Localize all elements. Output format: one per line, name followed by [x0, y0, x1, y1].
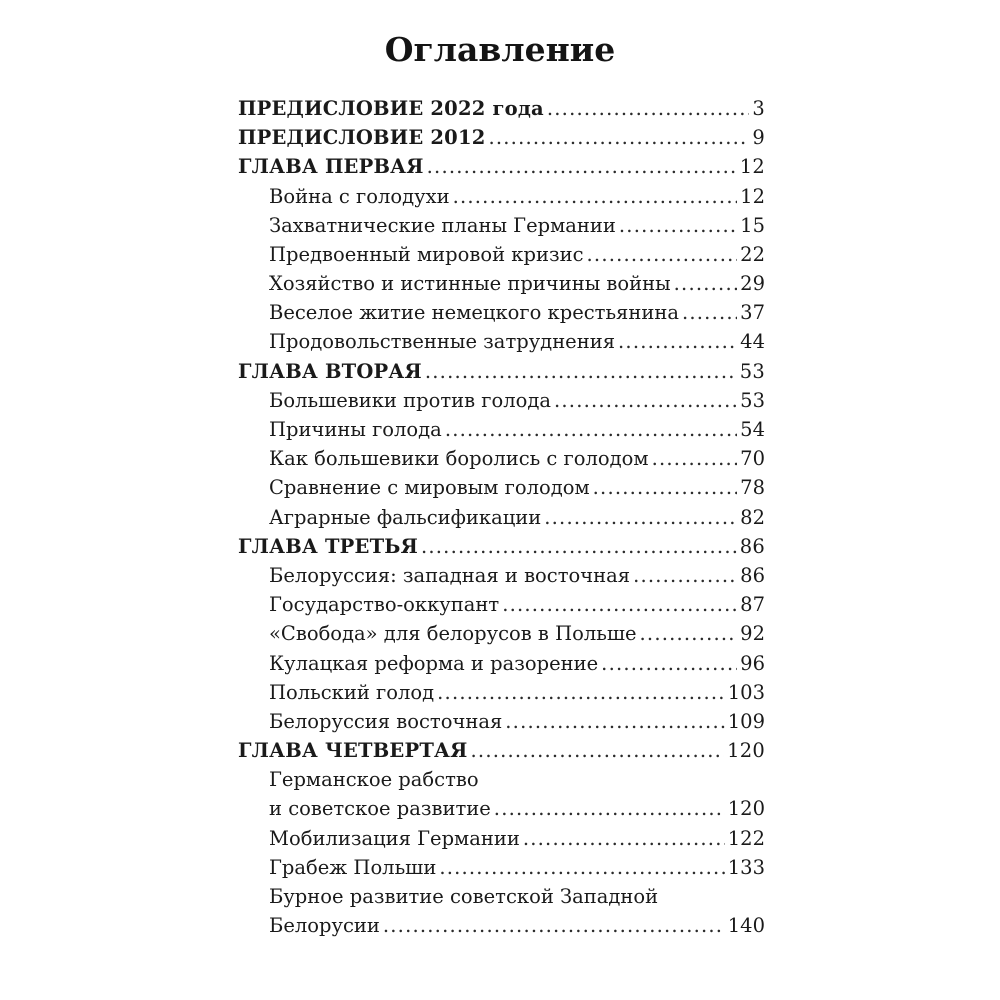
toc-page-number: 70 [740, 447, 765, 471]
toc-section-entry[interactable] [238, 473, 765, 502]
toc-section-entry[interactable] [238, 795, 765, 824]
dot-leader [633, 561, 737, 590]
toc-section-entry[interactable] [238, 328, 765, 357]
toc-entry-label: и советское развитие [269, 797, 491, 821]
toc-section-entry[interactable] [238, 853, 765, 882]
toc-chapter-entry[interactable] [238, 532, 765, 561]
toc-page-number: 109 [727, 709, 765, 733]
toc-entry-label: Как большевики боролись с голодом [269, 447, 649, 471]
dot-leader [453, 182, 738, 211]
dot-leader [554, 386, 737, 415]
toc-page-number: 22 [740, 242, 765, 266]
toc-entry-label: ГЛАВА ТРЕТЬЯ [238, 534, 418, 558]
toc-entry-label: Германское рабство [269, 768, 479, 792]
toc-page-number: 53 [739, 359, 765, 383]
toc-entry-label: Белорусии [269, 914, 380, 938]
toc-entry-label: ПРЕДИСЛОВИЕ 2022 года [238, 96, 544, 120]
toc-chapter-entry[interactable] [238, 152, 765, 181]
toc-section-entry[interactable] [238, 211, 765, 240]
toc-entry-label: Мобилизация Германии [269, 826, 520, 850]
toc-entry-label: ГЛАВА ЧЕТВЕРТАЯ [238, 739, 468, 763]
dot-leader [425, 357, 737, 386]
toc-entry-label: ГЛАВА ВТОРАЯ [238, 359, 422, 383]
toc-section-entry[interactable] [238, 765, 765, 794]
toc-page-number: 120 [727, 739, 765, 763]
toc-page-number: 82 [740, 505, 765, 529]
toc-section-entry[interactable] [238, 503, 765, 532]
toc-entry-label: Аграрные фальсификации [269, 505, 542, 529]
toc-page-number: 140 [727, 914, 765, 938]
toc-page-number: 96 [740, 651, 765, 675]
dot-leader [427, 152, 737, 181]
toc-entry-label: Белоруссия: западная и восточная [269, 563, 631, 587]
toc-entry-label: ПРЕДИСЛОВИЕ 2012 [238, 126, 486, 150]
dot-leader [523, 824, 725, 853]
toc-page-number: 15 [740, 213, 765, 237]
toc-section-entry[interactable] [238, 415, 765, 444]
toc-section-entry[interactable] [238, 240, 765, 269]
toc-page-number: 103 [727, 680, 765, 704]
dot-leader [618, 327, 737, 356]
toc-entry-label: Польский голод [269, 680, 435, 704]
dot-leader [682, 298, 737, 327]
page-title: Оглавление [384, 30, 616, 69]
toc-page-number: 86 [739, 534, 765, 558]
toc-page-number: 92 [740, 622, 765, 646]
dot-leader [502, 590, 737, 619]
toc-page-number: 78 [740, 476, 765, 500]
toc-page-number: 86 [740, 563, 765, 587]
dot-leader [421, 532, 737, 561]
dot-leader [674, 269, 738, 298]
toc-page-number: 29 [740, 272, 765, 296]
toc-section-entry[interactable] [238, 882, 765, 911]
toc-entry-label: Белоруссия восточная [269, 709, 503, 733]
dot-leader [383, 911, 725, 940]
toc-entry-label: Хозяйство и истинные причины войны [269, 272, 671, 296]
toc-entry-label: Причины голода [269, 418, 442, 442]
dot-leader [488, 123, 749, 152]
toc-chapter-entry[interactable] [238, 736, 765, 765]
toc-page-number: 12 [740, 184, 765, 208]
table-of-contents [238, 94, 765, 940]
toc-entry-label: «Свобода» для белорусов в Польше [269, 622, 637, 646]
toc-entry-label: Захватнические планы Германии [269, 213, 616, 237]
toc-page-number: 37 [740, 301, 765, 325]
toc-page-number: 44 [740, 330, 765, 354]
dot-leader [544, 503, 737, 532]
dot-leader [587, 240, 738, 269]
toc-page-number: 87 [740, 593, 765, 617]
toc-entry-label: Предвоенный мировой кризис [269, 242, 584, 266]
toc-entry-label: Большевики против голода [269, 388, 551, 412]
toc-section-entry[interactable] [238, 911, 765, 940]
toc-entry-label: Веселое житие немецкого крестьянина [269, 301, 679, 325]
toc-section-entry[interactable] [238, 269, 765, 298]
toc-chapter-entry[interactable] [238, 123, 765, 152]
toc-entry-label: Государство-оккупант [269, 593, 500, 617]
toc-entry-label: Продовольственные затруднения [269, 330, 616, 354]
toc-section-entry[interactable] [238, 824, 765, 853]
toc-page-number: 122 [727, 826, 765, 850]
dot-leader [652, 444, 738, 473]
toc-page-number: 54 [740, 418, 765, 442]
toc-entry-label: Грабеж Польши [269, 855, 437, 879]
dot-leader [547, 94, 750, 123]
toc-entry-label: Война с голодухи [269, 184, 450, 208]
dot-leader [439, 853, 724, 882]
toc-section-entry[interactable] [238, 182, 765, 211]
dot-leader [593, 473, 738, 502]
toc-entry-label: ГЛАВА ПЕРВАЯ [238, 155, 424, 179]
dot-leader [494, 794, 725, 823]
toc-section-entry[interactable] [238, 678, 765, 707]
dot-leader [505, 707, 724, 736]
toc-chapter-entry[interactable] [238, 94, 765, 123]
toc-entry-label: Бурное развитие советской Западной [269, 885, 659, 909]
toc-entry-label: Кулацкая реформа и разорение [269, 651, 599, 675]
dot-leader [471, 736, 725, 765]
toc-entry-label: Сравнение с мировым голодом [269, 476, 590, 500]
toc-section-entry[interactable] [238, 590, 765, 619]
toc-section-entry[interactable] [238, 561, 765, 590]
toc-section-entry[interactable] [238, 298, 765, 327]
toc-page-number: 12 [739, 155, 765, 179]
toc-section-entry[interactable] [238, 444, 765, 473]
toc-page-number: 9 [752, 126, 765, 150]
dot-leader [601, 649, 737, 678]
toc-page-number: 53 [740, 388, 765, 412]
toc-page-number: 120 [727, 797, 765, 821]
dot-leader [640, 619, 738, 648]
dot-leader [445, 415, 737, 444]
toc-section-entry[interactable] [238, 619, 765, 648]
toc-page-number: 133 [727, 855, 765, 879]
toc-section-entry[interactable] [238, 386, 765, 415]
dot-leader [619, 211, 737, 240]
toc-section-entry[interactable] [238, 649, 765, 678]
toc-chapter-entry[interactable] [238, 357, 765, 386]
toc-page-number: 3 [752, 96, 765, 120]
toc-section-entry[interactable] [238, 707, 765, 736]
dot-leader [437, 678, 725, 707]
